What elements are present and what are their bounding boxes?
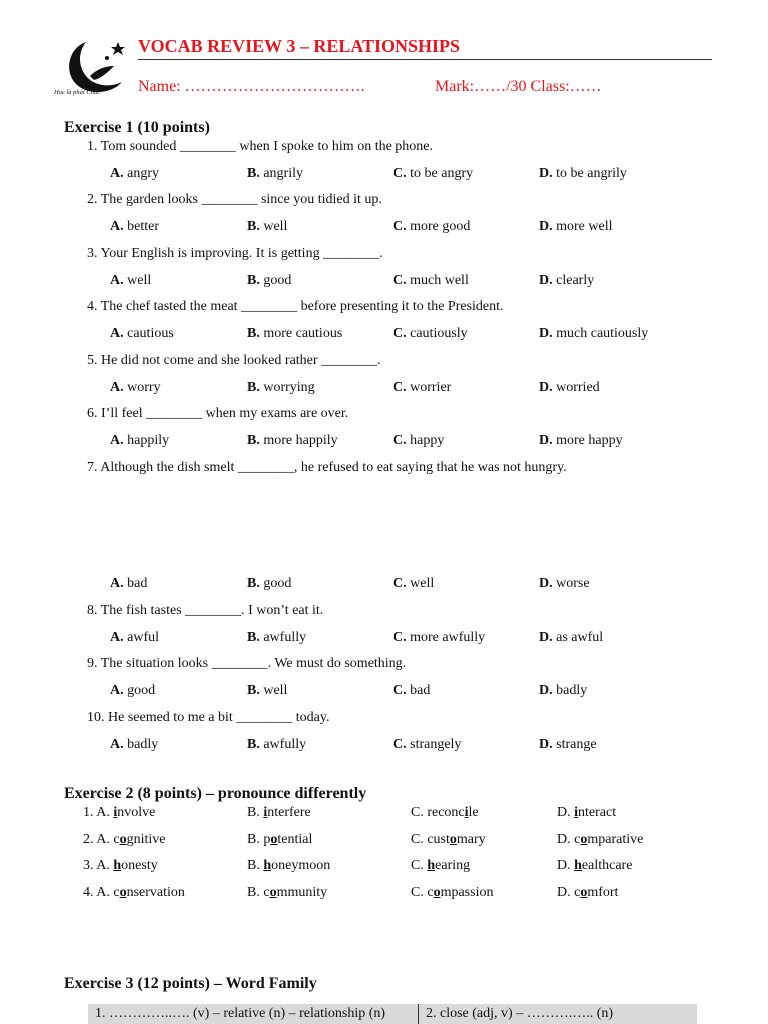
answer-option bbox=[539, 737, 597, 753]
option-text: more cautious bbox=[263, 326, 343, 341]
option-letter: D. bbox=[539, 433, 553, 448]
option-text: to be angry bbox=[410, 166, 474, 181]
word-suffix: mfort bbox=[587, 885, 619, 900]
answer-option bbox=[393, 737, 461, 753]
option-letter: B. bbox=[247, 737, 260, 752]
answer-option bbox=[110, 219, 159, 235]
underlined-letter: o bbox=[449, 832, 457, 847]
option-letter: D. bbox=[539, 273, 553, 288]
option-letter: C. bbox=[411, 805, 424, 820]
option-letter: B. bbox=[247, 885, 260, 900]
pronunciation-option bbox=[411, 805, 479, 821]
exercise2-heading: Exercise 2 (8 points) – pronounce differently bbox=[64, 785, 367, 802]
word-family-cell-1: 1. …………..…. (v) – relative (n) – relationship (n) bbox=[95, 1006, 386, 1021]
underlined-letter: o bbox=[433, 885, 441, 900]
option-letter: C. bbox=[411, 885, 424, 900]
answer-option bbox=[539, 576, 590, 592]
pronunciation-option bbox=[411, 858, 470, 874]
option-letter: C. bbox=[393, 166, 407, 181]
table-divider bbox=[418, 1004, 419, 1024]
word-suffix: onesty bbox=[121, 858, 158, 873]
word-suffix: mparative bbox=[587, 832, 644, 847]
option-text: to be angrily bbox=[556, 166, 627, 181]
word-prefix: c bbox=[574, 885, 581, 900]
underlined-letter: h bbox=[113, 858, 122, 873]
exercise1-heading: Exercise 1 (10 points) bbox=[64, 119, 210, 136]
answer-option bbox=[247, 737, 306, 753]
pronunciation-option bbox=[83, 805, 155, 821]
option-text: angrily bbox=[263, 166, 303, 181]
answer-option bbox=[393, 683, 430, 699]
row-number: 3. bbox=[83, 858, 94, 873]
row-number: 1. bbox=[83, 805, 94, 820]
option-text: happily bbox=[127, 433, 170, 448]
answer-option bbox=[247, 433, 338, 449]
answer-option bbox=[110, 630, 159, 646]
header-divider bbox=[138, 59, 712, 60]
option-text: more awfully bbox=[410, 630, 486, 645]
answer-option bbox=[393, 219, 470, 235]
answer-option bbox=[247, 380, 315, 396]
option-letter: C. bbox=[393, 326, 407, 341]
option-text: more happily bbox=[263, 433, 338, 448]
option-text: well bbox=[263, 683, 288, 698]
option-letter: D. bbox=[539, 683, 553, 698]
option-letter: B. bbox=[247, 630, 260, 645]
answer-option bbox=[393, 166, 473, 182]
option-letter: D. bbox=[539, 576, 553, 591]
option-text: cautious bbox=[127, 326, 174, 341]
underlined-letter: o bbox=[270, 832, 278, 847]
logo-caption: Học là phải Chất! bbox=[54, 89, 102, 96]
answer-option bbox=[393, 273, 469, 289]
option-letter: A. bbox=[96, 885, 110, 900]
option-letter: D. bbox=[539, 737, 553, 752]
underlined-letter: h bbox=[574, 858, 582, 873]
pronunciation-option bbox=[83, 858, 158, 874]
word-prefix: c bbox=[263, 885, 270, 900]
option-letter: A. bbox=[110, 326, 124, 341]
word-suffix: mmunity bbox=[276, 885, 328, 900]
option-text: strange bbox=[556, 737, 597, 752]
word-prefix: p bbox=[263, 832, 271, 847]
word-suffix: oneymoon bbox=[271, 858, 331, 873]
option-letter: D. bbox=[539, 219, 553, 234]
row-number: 4. bbox=[83, 885, 94, 900]
option-letter: A. bbox=[96, 832, 110, 847]
option-text: good bbox=[263, 273, 292, 288]
underlined-letter: i bbox=[263, 805, 268, 820]
answer-option bbox=[110, 576, 147, 592]
option-letter: C. bbox=[393, 630, 407, 645]
word-suffix: ealthcare bbox=[581, 858, 633, 873]
word-suffix: le bbox=[468, 805, 479, 820]
question-text: 1. Tom sounded ________ when I spoke to him on the phone. bbox=[87, 139, 434, 154]
question-text: 7. Although the dish smelt ________, he refused to eat saying that he was not hungry. bbox=[87, 460, 567, 475]
word-prefix: cust bbox=[427, 832, 450, 847]
option-letter: D. bbox=[539, 380, 553, 395]
answer-option bbox=[539, 273, 594, 289]
question-text: 9. The situation looks ________. We must do something. bbox=[87, 656, 407, 671]
answer-option bbox=[539, 219, 613, 235]
answer-option bbox=[247, 273, 291, 289]
option-text: worse bbox=[556, 576, 590, 591]
option-text: good bbox=[263, 576, 292, 591]
underlined-letter: o bbox=[580, 832, 588, 847]
answer-option bbox=[539, 683, 587, 699]
pronunciation-option bbox=[83, 885, 185, 901]
question-text: 5. He did not come and she looked rather ________. bbox=[87, 353, 381, 368]
underlined-letter: h bbox=[263, 858, 272, 873]
option-text: badly bbox=[127, 737, 159, 752]
option-letter: D. bbox=[539, 326, 553, 341]
option-letter: B. bbox=[247, 326, 260, 341]
question-text: 2. The garden looks ________ since you tidied it up. bbox=[87, 192, 382, 207]
answer-option bbox=[539, 380, 600, 396]
option-text: badly bbox=[556, 683, 588, 698]
option-letter: B. bbox=[247, 273, 260, 288]
answer-option bbox=[393, 433, 444, 449]
answer-option bbox=[110, 737, 158, 753]
word-prefix: c bbox=[113, 832, 120, 847]
answer-option bbox=[539, 326, 648, 342]
answer-option bbox=[110, 433, 169, 449]
word-suffix: nterfere bbox=[267, 805, 311, 820]
option-text: well bbox=[410, 576, 435, 591]
option-letter: C. bbox=[393, 683, 407, 698]
option-text: more good bbox=[410, 219, 471, 234]
option-letter: B. bbox=[247, 219, 260, 234]
answer-option bbox=[110, 683, 155, 699]
word-suffix: earing bbox=[435, 858, 471, 873]
underlined-letter: o bbox=[119, 885, 127, 900]
answer-option bbox=[110, 380, 161, 396]
answer-option bbox=[247, 166, 303, 182]
option-text: bad bbox=[410, 683, 431, 698]
option-text: good bbox=[127, 683, 156, 698]
option-text: bad bbox=[127, 576, 148, 591]
answer-option bbox=[539, 433, 623, 449]
option-text: awfully bbox=[263, 630, 307, 645]
answer-option bbox=[539, 166, 627, 182]
option-letter: D. bbox=[557, 885, 571, 900]
option-text: well bbox=[263, 219, 288, 234]
option-letter: A. bbox=[110, 219, 124, 234]
option-letter: B. bbox=[247, 433, 260, 448]
underlined-letter: i bbox=[113, 805, 118, 820]
question-text: 10. He seemed to me a bit ________ today. bbox=[87, 710, 330, 725]
option-letter: B. bbox=[247, 380, 260, 395]
answer-option bbox=[247, 576, 291, 592]
option-text: more happy bbox=[556, 433, 623, 448]
mark-class-field: Mark:……/30 Class:…… bbox=[435, 78, 602, 95]
pronunciation-option bbox=[557, 885, 618, 901]
option-text: much cautiously bbox=[556, 326, 649, 341]
question-text: 8. The fish tastes ________. I won’t eat it. bbox=[87, 603, 324, 618]
answer-option bbox=[393, 380, 451, 396]
word-family-cell-2: 2. close (adj, v) – ……….….. (n) bbox=[426, 1006, 614, 1021]
pronunciation-option bbox=[247, 805, 311, 821]
option-letter: C. bbox=[393, 433, 407, 448]
word-suffix: mpassion bbox=[440, 885, 494, 900]
underlined-letter: o bbox=[580, 885, 588, 900]
option-letter: A. bbox=[110, 630, 124, 645]
underlined-letter: i bbox=[574, 805, 579, 820]
option-text: worried bbox=[556, 380, 600, 395]
answer-option bbox=[110, 326, 174, 342]
word-suffix: mary bbox=[456, 832, 486, 847]
option-letter: C. bbox=[393, 380, 407, 395]
word-suffix: nservation bbox=[126, 885, 185, 900]
option-letter: B. bbox=[247, 858, 260, 873]
option-text: strangely bbox=[410, 737, 462, 752]
option-letter: A. bbox=[110, 576, 124, 591]
answer-option bbox=[247, 683, 287, 699]
answer-option bbox=[247, 630, 306, 646]
option-text: clearly bbox=[556, 273, 595, 288]
word-prefix: c bbox=[574, 832, 581, 847]
word-suffix: nteract bbox=[578, 805, 617, 820]
option-letter: D. bbox=[557, 805, 571, 820]
word-prefix: c bbox=[113, 885, 120, 900]
option-letter: C. bbox=[411, 858, 424, 873]
answer-option bbox=[393, 576, 434, 592]
option-text: well bbox=[127, 273, 152, 288]
option-text: awfully bbox=[263, 737, 307, 752]
underlined-letter: o bbox=[269, 885, 277, 900]
option-letter: C. bbox=[393, 219, 407, 234]
option-letter: C. bbox=[393, 576, 407, 591]
question-text: 3. Your English is improving. It is getting ________. bbox=[87, 246, 383, 261]
pronunciation-option bbox=[83, 832, 165, 848]
name-field: Name: ……………………………. bbox=[138, 78, 365, 95]
pronunciation-option bbox=[247, 832, 312, 848]
pronunciation-option bbox=[411, 885, 493, 901]
option-letter: D. bbox=[539, 630, 553, 645]
option-letter: A. bbox=[110, 433, 124, 448]
word-suffix: tential bbox=[277, 832, 313, 847]
option-text: happy bbox=[410, 433, 445, 448]
underlined-letter: o bbox=[119, 832, 127, 847]
option-letter: B. bbox=[247, 166, 260, 181]
answer-option bbox=[393, 630, 485, 646]
option-letter: A. bbox=[96, 858, 110, 873]
word-suffix: nvolve bbox=[117, 805, 156, 820]
option-letter: C. bbox=[411, 832, 424, 847]
answer-option bbox=[247, 219, 287, 235]
pronunciation-option bbox=[557, 832, 643, 848]
option-letter: D. bbox=[539, 166, 553, 181]
option-text: as awful bbox=[556, 630, 604, 645]
answer-option bbox=[110, 166, 159, 182]
option-letter: A. bbox=[110, 380, 124, 395]
option-text: worrying bbox=[263, 380, 315, 395]
pronunciation-option bbox=[557, 858, 632, 874]
option-letter: C. bbox=[393, 737, 407, 752]
question-text: 4. The chef tasted the meat ________ before presenting it to the President. bbox=[87, 299, 504, 314]
pronunciation-option bbox=[247, 885, 327, 901]
option-letter: C. bbox=[393, 273, 407, 288]
option-letter: B. bbox=[247, 576, 260, 591]
word-suffix: gnitive bbox=[126, 832, 166, 847]
underlined-letter: i bbox=[464, 805, 469, 820]
option-text: much well bbox=[410, 273, 469, 288]
option-letter: A. bbox=[96, 805, 110, 820]
underlined-letter: h bbox=[427, 858, 436, 873]
option-text: worrier bbox=[410, 380, 452, 395]
pronunciation-option bbox=[411, 832, 486, 848]
option-letter: A. bbox=[110, 166, 124, 181]
answer-option bbox=[393, 326, 468, 342]
exercise3-heading: Exercise 3 (12 points) – Word Family bbox=[64, 975, 317, 992]
question-text: 6. I’ll feel ________ when my exams are over. bbox=[87, 406, 349, 421]
option-letter: A. bbox=[110, 737, 124, 752]
option-text: more well bbox=[556, 219, 613, 234]
row-number: 2. bbox=[83, 832, 94, 847]
option-letter: A. bbox=[110, 273, 124, 288]
word-prefix: reconc bbox=[427, 805, 465, 820]
pronunciation-option bbox=[557, 805, 616, 821]
answer-option bbox=[110, 273, 151, 289]
option-letter: B. bbox=[247, 832, 260, 847]
answer-option bbox=[539, 630, 603, 646]
option-text: awful bbox=[127, 630, 160, 645]
option-letter: D. bbox=[557, 832, 571, 847]
option-letter: B. bbox=[247, 683, 260, 698]
option-letter: B. bbox=[247, 805, 260, 820]
option-letter: D. bbox=[557, 858, 571, 873]
option-letter: A. bbox=[110, 683, 124, 698]
answer-option bbox=[247, 326, 342, 342]
option-text: worry bbox=[127, 380, 161, 395]
option-text: cautiously bbox=[410, 326, 468, 341]
page-title: VOCAB REVIEW 3 – RELATIONSHIPS bbox=[138, 36, 461, 56]
word-prefix: c bbox=[427, 885, 434, 900]
option-text: better bbox=[127, 219, 159, 234]
pronunciation-option bbox=[247, 858, 330, 874]
option-text: angry bbox=[127, 166, 160, 181]
